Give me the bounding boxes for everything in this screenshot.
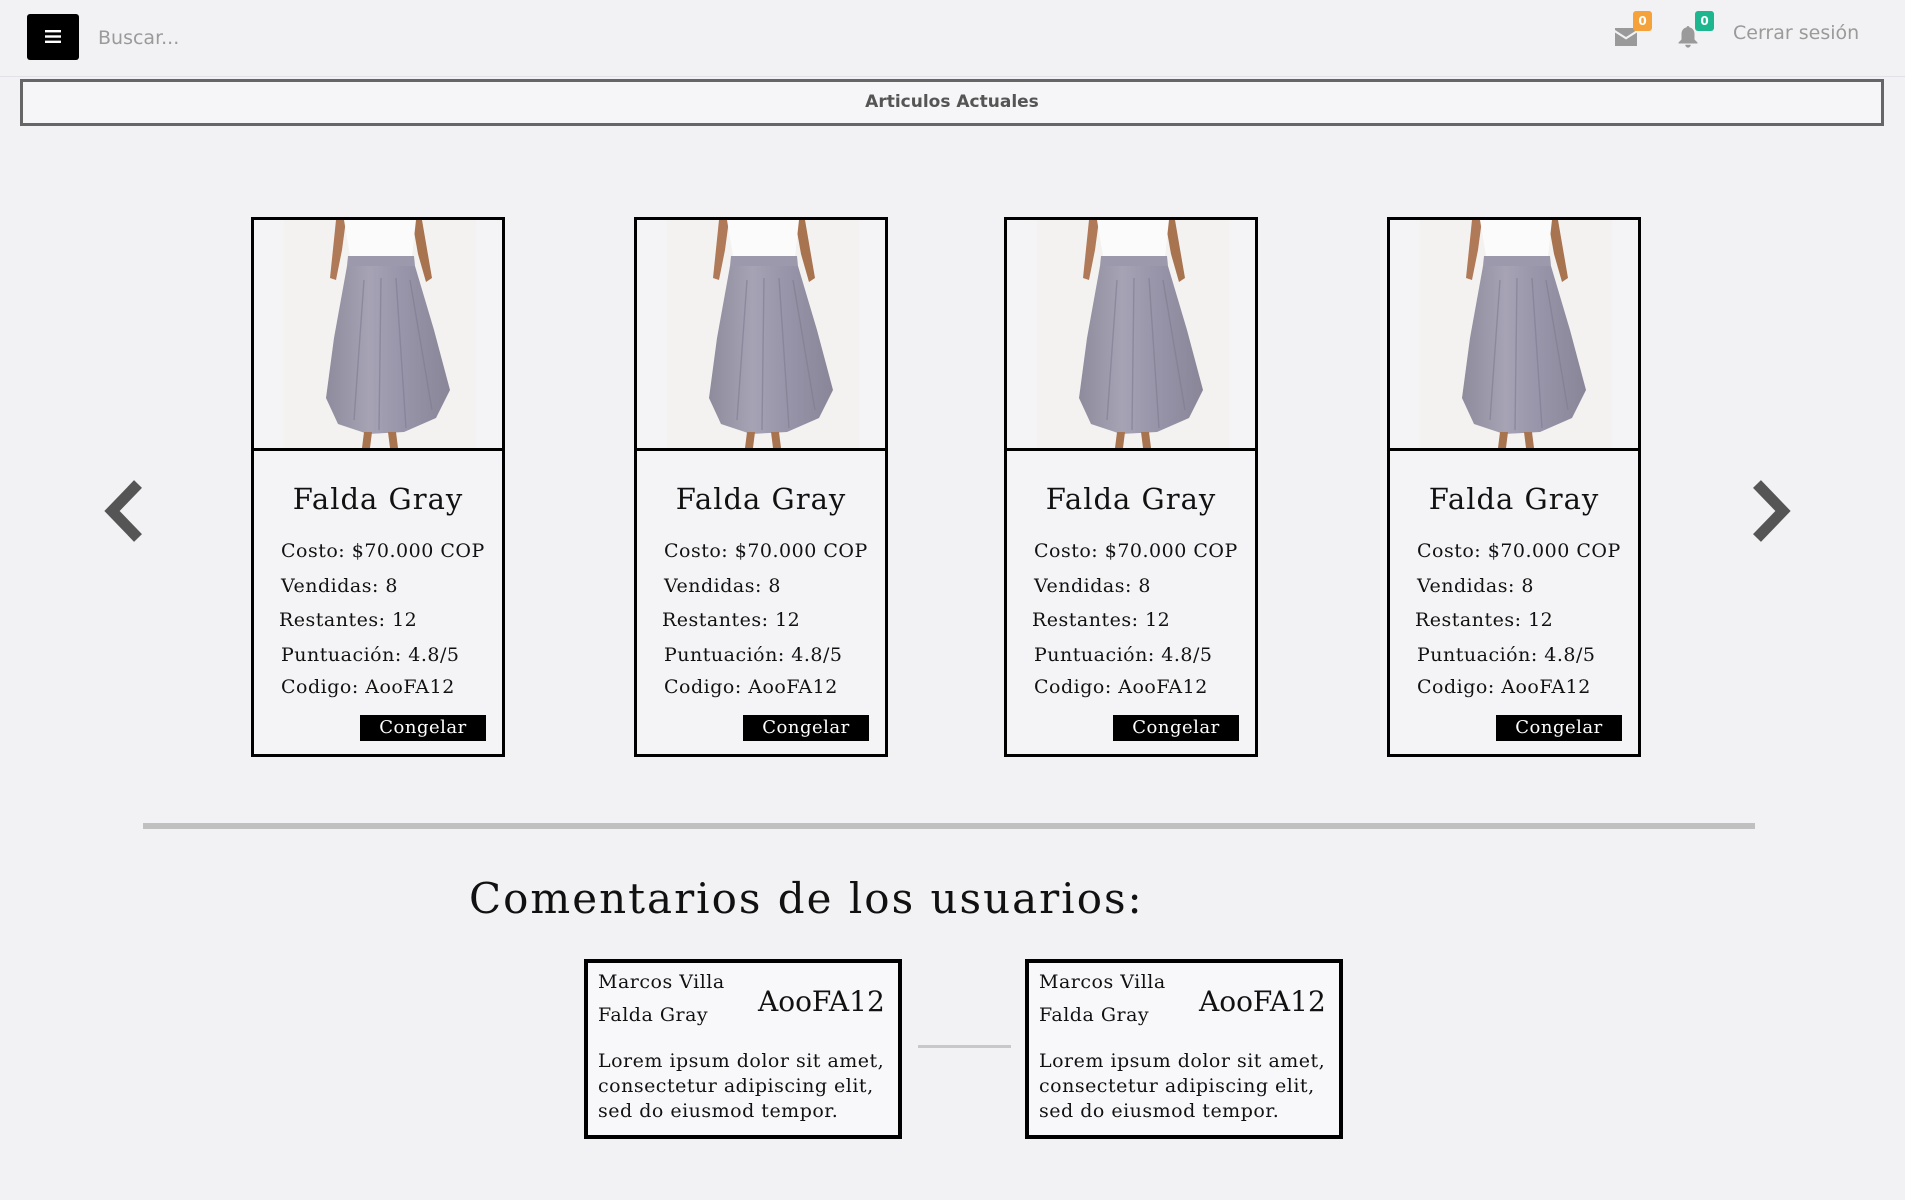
section-title: Articulos Actuales — [20, 79, 1884, 126]
product-card — [1004, 217, 1258, 757]
product-card — [251, 217, 505, 757]
product-photo — [254, 220, 502, 451]
product-name: Falda Gray — [675, 482, 847, 516]
product-code: Codigo: AooFA12 — [664, 676, 838, 698]
skirt-photo — [1420, 220, 1612, 448]
product-rating: Puntuación: 4.8/5 — [1417, 644, 1596, 666]
product-photo — [1007, 220, 1255, 451]
comment-product: Falda Gray — [598, 1004, 709, 1026]
product-code: Codigo: AooFA12 — [1417, 676, 1591, 698]
chevron-right-icon — [1745, 478, 1795, 544]
product-card — [634, 217, 888, 757]
product-sold: Vendidas: 8 — [1417, 575, 1534, 597]
comment-card — [1025, 959, 1343, 1139]
comment-text: Lorem ipsum dolor sit amet, consectetur adipiscing elit, sed do eiusmod tempor. — [598, 1050, 885, 1122]
product-photo — [637, 220, 885, 451]
logout-link[interactable]: Cerrar sesión — [1733, 22, 1860, 44]
product-sold: Vendidas: 8 — [664, 575, 781, 597]
product-remaining: Restantes: 12 — [1415, 609, 1554, 631]
comment-text: Lorem ipsum dolor sit amet, consectetur adipiscing elit, sed do eiusmod tempor. — [1039, 1050, 1326, 1122]
comment-product-code: AooFA12 — [1199, 985, 1326, 1018]
product-cost: Costo: $70.000 COP — [664, 540, 868, 562]
search-input[interactable] — [96, 20, 500, 56]
product-code: Codigo: AooFA12 — [1034, 676, 1208, 698]
carousel-prev-button[interactable] — [100, 478, 150, 544]
messages-button[interactable] — [1612, 14, 1647, 50]
product-name: Falda Gray — [1045, 482, 1217, 516]
product-remaining: Restantes: 12 — [279, 609, 418, 631]
comment-card — [584, 959, 902, 1139]
product-rating: Puntuación: 4.8/5 — [664, 644, 843, 666]
product-sold: Vendidas: 8 — [281, 575, 398, 597]
product-remaining: Restantes: 12 — [1032, 609, 1171, 631]
menu-button[interactable] — [27, 14, 79, 60]
product-name: Falda Gray — [1428, 482, 1600, 516]
section-divider — [143, 823, 1755, 829]
chevron-left-icon — [100, 478, 150, 544]
freeze-button[interactable]: Congelar — [1496, 715, 1622, 741]
comment-user: Marcos Villa — [1039, 971, 1166, 993]
comments-separator — [918, 1045, 1011, 1048]
skirt-photo — [667, 220, 859, 448]
hamburger-icon — [45, 30, 61, 43]
product-cost: Costo: $70.000 COP — [1417, 540, 1621, 562]
carousel-next-button[interactable] — [1745, 478, 1795, 544]
product-rating: Puntuación: 4.8/5 — [1034, 644, 1213, 666]
comment-product: Falda Gray — [1039, 1004, 1150, 1026]
freeze-button[interactable]: Congelar — [1113, 715, 1239, 741]
skirt-photo — [1037, 220, 1229, 448]
product-card — [1387, 217, 1641, 757]
skirt-photo — [284, 220, 476, 448]
messages-count-badge: 0 — [1633, 11, 1652, 31]
top-bar — [0, 0, 1905, 77]
freeze-button[interactable]: Congelar — [743, 715, 869, 741]
product-rating: Puntuación: 4.8/5 — [281, 644, 460, 666]
product-cost: Costo: $70.000 COP — [281, 540, 485, 562]
notifications-count-badge: 0 — [1695, 11, 1714, 31]
comments-title: Comentarios de los usuarios: — [469, 874, 1144, 923]
product-photo — [1390, 220, 1638, 451]
comment-user: Marcos Villa — [598, 971, 725, 993]
product-cost: Costo: $70.000 COP — [1034, 540, 1238, 562]
product-code: Codigo: AooFA12 — [281, 676, 455, 698]
freeze-button[interactable]: Congelar — [360, 715, 486, 741]
product-sold: Vendidas: 8 — [1034, 575, 1151, 597]
notifications-button[interactable] — [1674, 14, 1709, 50]
product-name: Falda Gray — [292, 482, 464, 516]
product-remaining: Restantes: 12 — [662, 609, 801, 631]
comment-product-code: AooFA12 — [758, 985, 885, 1018]
